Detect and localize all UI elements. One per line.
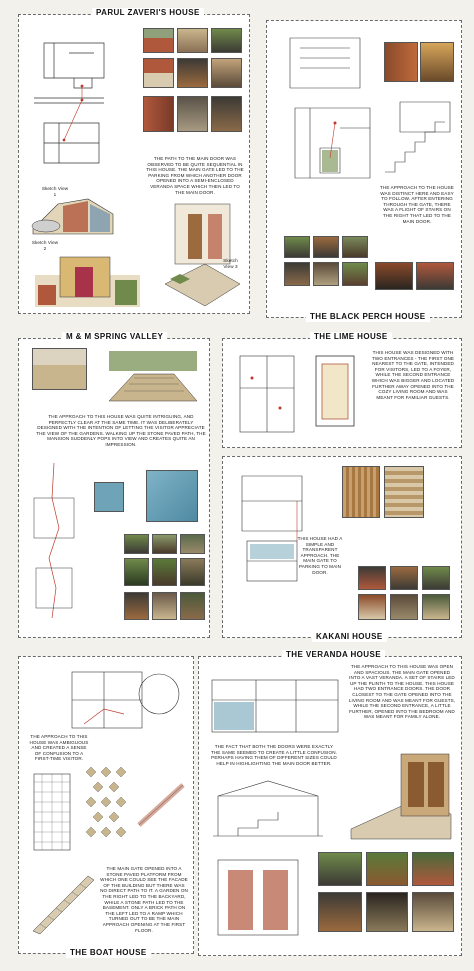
photo-bp-3: [342, 236, 368, 258]
color-sketch-mm: [104, 346, 202, 406]
photo-door: [143, 96, 174, 132]
text-boat-1: THE APPROACH TO THIS HOUSE WAS AMBIGUOUS AND CREATED A SENSE OF CONFUSION TO A FIRST-TIME VISITOR.: [29, 734, 89, 762]
photo-corridor: [177, 96, 208, 132]
title-veranda: THE VERANDA HOUSE: [282, 650, 385, 660]
title-black-perch: THE BLACK PERCH HOUSE: [306, 312, 430, 322]
text-mm-spring: THE APPROACH TO THIS HOUSE WAS QUITE INTRIGUING, AND PERFECTLY CLEAR AT THE SAME TIME. IT WAS DELIBERATELY DESIGNED WITH THE INTENTION OF LETTING THE VISITOR APPRECIATE THE VIEW OF THE GARDENS. WALKING UP THE STONE PAVED PATH, THE MANSION SUDDENLY POPS INTO VIEW AND CREATES QUITE AN IMPRESSION.: [36, 414, 206, 447]
text-boat-2: THE MAIN GATE OPENED INTO A STONE PAVED PLATFORM FROM WHICH ONE COULD SEE THE FACADE OF THE BUILDING BUT THERE WAS NO DIRECT PATH TO IT. A GARDEN ON THE RIGHT LED TO THE BACKYARD, WHILE A STONE PATH LED TO THE BASEMENT. ONLY A BRICK PATH ON THE LEFT LED TO A RAMP WHICH TURNED OUT TO BE THE MAIN APPROACH OPENING AT THE FIRST FLOOR.: [100, 866, 188, 933]
color-sketch-view-2: [30, 245, 145, 310]
text-black-perch: THE APPROACH TO THE HOUSE WAS DISTINCT HERE AND EASY TO FOLLOW. AFTER ENTERING THROUGH THE GATE, THERE WAS A FLIGHT OF STAIRS ON THE RIGHT THAT LED TO THE MAIN DOOR.: [380, 185, 454, 224]
veranda-section-sketch: [208, 776, 328, 841]
ramp-sketch-boat: [28, 866, 96, 938]
photo-mm-6: [180, 558, 205, 586]
sketch-label-1: Sketch View 1: [41, 186, 69, 197]
photo-veranda: [211, 58, 242, 88]
veranda-perspective-sketch: [346, 734, 456, 844]
title-boat: THE BOAT HOUSE: [66, 948, 151, 958]
photo-mm-1: [124, 534, 149, 554]
photo-kakani-2: [390, 566, 418, 590]
photo-veranda-6: [412, 892, 454, 932]
photo-mm-blue-tile: [94, 482, 124, 512]
title-lime: THE LIME HOUSE: [310, 332, 392, 342]
photo-bp-7: [375, 262, 413, 290]
plan-sketch-veranda: [206, 670, 344, 738]
photo-garden: [211, 28, 242, 53]
photo-path: [177, 58, 208, 88]
photo-bp-8: [416, 262, 454, 290]
veranda-door-sketch: [208, 850, 308, 940]
photo-mm-7: [124, 592, 149, 620]
photo-veranda-3: [412, 852, 454, 886]
color-sketch-view-3: [160, 184, 245, 309]
photo-bp-1: [284, 236, 310, 258]
photo-bp-5: [313, 262, 339, 286]
path-sketch-mm: [24, 458, 84, 623]
photo-mm-2: [152, 534, 177, 554]
text-parul-zaveri: THE PATH TO THE MAIN DOOR WAS OBSERVED TO BE QUITE SEQUENTIAL IN THIS HOUSE. THE MAIN GATE LED TO THE PARKING FROM WHICH ANOTHER DOOR OPENED INTO A SEMI-ENCLOSED VERANDA SPACE WHICH THEN LED TO THE MAIN DOOR.: [146, 156, 244, 195]
photo-veranda-5: [366, 892, 408, 932]
photo-veranda-1: [318, 852, 362, 886]
sketch-label-2: Sketch View 2: [31, 240, 59, 251]
photo-kakani-4: [358, 594, 386, 620]
plan-sketch-boat: [64, 664, 188, 736]
photo-kakani-elevation: [342, 466, 380, 518]
photo-bp-2: [313, 236, 339, 258]
text-kakani: THIS HOUSE HAD A SIMPLE AND TRANSPARENT APPROACH. THE MAIN GATE TO PARKING TO MAIN DOOR.: [297, 536, 343, 575]
photo-bp-4: [284, 262, 310, 286]
photo-kakani-grid: [384, 466, 424, 518]
stair-sketch-black-perch: [380, 92, 458, 182]
brick-screen-sketch-boat: [86, 762, 126, 852]
path-sketch-boat: [134, 780, 188, 830]
photo-kakani-6: [422, 594, 450, 620]
photo-mm-wall: [32, 348, 87, 390]
lattice-sketch-boat: [32, 772, 72, 852]
photo-main-door: [211, 96, 242, 132]
photo-veranda-4: [318, 892, 362, 932]
text-lime: THIS HOUSE WAS DESIGNED WITH TWO ENTRANCES - THE FIRST ONE NEAREST TO THE GATE, INTENDED FOR VISITORS, LED TO A FOYER, WHILE THE SECOND ENTRANCE WHICH WAS BIGGER AND LOCATED FURTHER AWAY OPENED INTO THE COZY LIVING ROOM AND WAS MEANT FOR FAMILIAR GUESTS.: [371, 350, 455, 400]
photo-parking: [143, 58, 174, 88]
photo-mm-9: [180, 592, 205, 620]
photo-kakani-3: [422, 566, 450, 590]
photo-veranda-2: [366, 852, 408, 886]
photo-entrance-wall: [177, 28, 208, 53]
photo-kakani-1: [358, 566, 386, 590]
sketch-label-3: Sketch View 3: [223, 258, 238, 269]
photo-kakani-5: [390, 594, 418, 620]
title-mm-spring: M & M SPRING VALLEY: [62, 332, 167, 342]
plan-sketch-parul: [24, 28, 134, 178]
title-parul-zaveri: PARUL ZAVERI'S HOUSE: [92, 8, 204, 18]
text-veranda-1: THE APPROACH TO THIS HOUSE WAS OPEN AND SPACIOUS. THE MAIN GATE OPENED INTO A VAST VERANDA. A SET OF STAIRS LED UP THE PLINTH TO THE HOUSE. THIS HOUSE HAD TWO ENTRANCE DOORS. THE DOOR CLOSEST TO THE GATE OPENED INTO THE LIVING ROOM AND WAS MEANT FOR GUESTS, WHILE THE SECOND ENTRANCE, A LITTLE FURTHER, OPENED INTO THE BEDROOM AND WAS MEANT FOR FAMILY ALONE.: [348, 664, 456, 720]
text-veranda-2: THE FACT THAT BOTH THE DOORS WERE EXACTLY THE SAME SEEMED TO CREATE A LITTLE CONFUSION. PERHAPS HAVING THEM OF DIFFERENT SIZES COULD HELP IN HIGHLIGHTING THE MAIN DOOR BETTER.: [210, 744, 337, 766]
plan-sketch-black-perch: [280, 28, 380, 193]
photo-mm-4: [124, 558, 149, 586]
plan-sketch-lime: [232, 348, 302, 440]
photo-mm-8: [152, 592, 177, 620]
photo-bp-6: [342, 262, 368, 286]
title-kakani: KAKANI HOUSE: [312, 632, 387, 642]
door-sketch-lime: [310, 346, 360, 440]
photo-black-perch-door: [384, 42, 418, 82]
photo-mm-3: [180, 534, 205, 554]
photo-gate: [143, 28, 174, 53]
photo-mm-5: [152, 558, 177, 586]
photo-black-perch-window: [420, 42, 454, 82]
photo-mm-blue-panel: [146, 470, 198, 522]
